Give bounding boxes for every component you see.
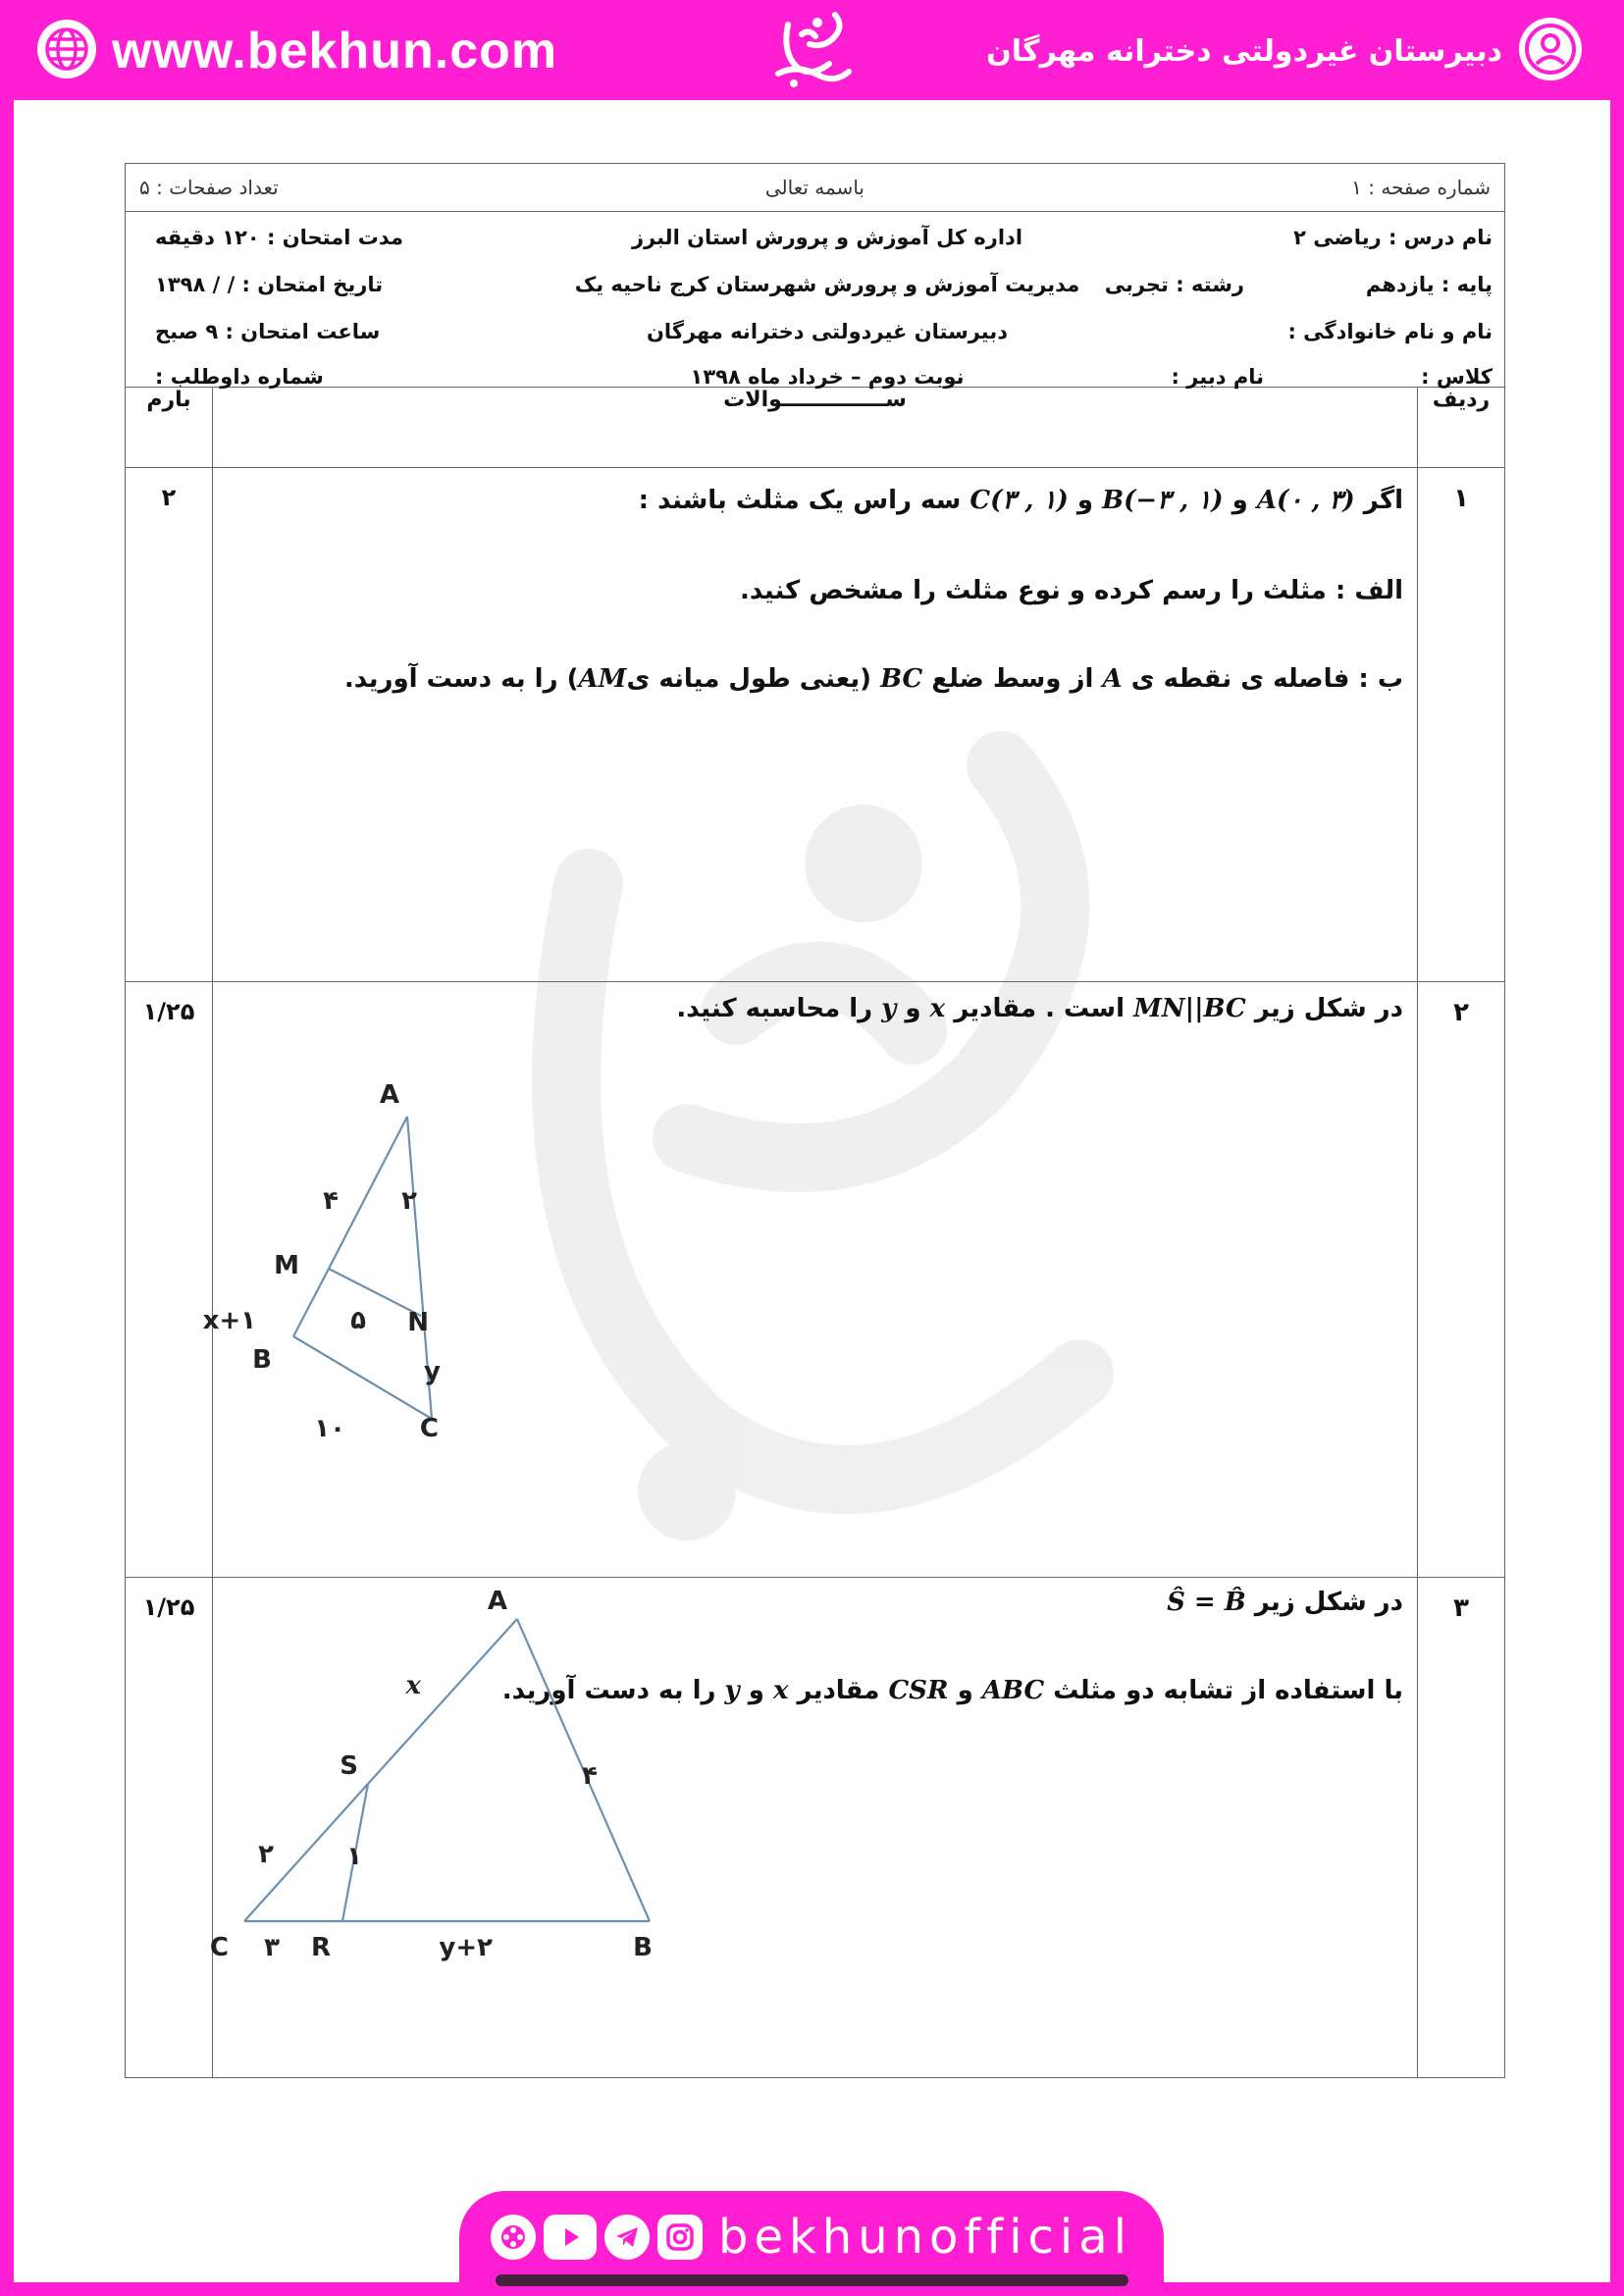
length-an: ۲ (401, 1186, 417, 1216)
label-a: A (379, 1080, 399, 1110)
length-am: ۴ (323, 1186, 339, 1216)
length-nc: y (424, 1357, 441, 1386)
question-row-1 (126, 468, 1505, 982)
field: رشته : تجربی (1104, 273, 1244, 296)
length-mb: x+۱ (202, 1306, 256, 1335)
social-handle: bekhunofficial (717, 2210, 1133, 2265)
exam-session: نوبت دوم – خرداد ماه ۱۳۹۸ (690, 365, 965, 389)
school-title-banner (986, 22, 1585, 80)
side-bc (293, 1336, 432, 1419)
candidate-number: شماره داوطلب : (155, 365, 324, 389)
question-score: ۱/۲۵ (126, 1578, 213, 2078)
point-a: A(۰ , ۳) (1256, 486, 1355, 515)
question-row-3 (126, 1578, 1505, 2078)
label-b: B (252, 1345, 272, 1375)
question-number: ۳ (1418, 1578, 1505, 2078)
point-c: C(۳ , ۱) (969, 486, 1069, 515)
instagram-icon[interactable] (657, 2215, 703, 2260)
length-sr: ۱ (346, 1842, 362, 1871)
label-r: R (310, 1933, 331, 1962)
exam-date: تاریخ امتحان : / / ۱۳۹۸ (155, 273, 384, 296)
col-row-header: ردیف (1418, 388, 1505, 468)
label-c: C (209, 1933, 229, 1962)
side-as (368, 1619, 517, 1784)
side-am (329, 1117, 407, 1269)
q3-text: در شکل زیر Ŝ = B̂ (1167, 1588, 1403, 1617)
point-b: B(−۳ , ۱) (1102, 486, 1224, 515)
school-name: دبیرستان غیردولتی دخترانه مهرگان (646, 320, 1009, 343)
social-icons (491, 2215, 703, 2260)
question-body-3 (209, 1578, 1418, 2078)
header-info-row (126, 212, 1505, 388)
header-row-top (126, 164, 1505, 212)
aparat-icon[interactable] (491, 2215, 536, 2260)
col-questions-header: ســــــــــــــوالات (213, 388, 1418, 468)
logo-icon (759, 5, 866, 97)
website-link[interactable] (35, 22, 557, 80)
basmala: باسمه تعالی (764, 176, 864, 199)
user-circle-icon (1516, 15, 1585, 87)
length-as: x (405, 1671, 421, 1700)
page-count: تعداد صفحات : ۵ (139, 176, 279, 199)
triangle-figure-q2 (202, 1066, 507, 1556)
question-score: ۲ (126, 468, 213, 982)
exam-time: ساعت امتحان : ۹ صبح (155, 320, 381, 343)
label-a: A (487, 1587, 507, 1616)
label-m: M (274, 1251, 299, 1280)
q3-instructions: با استفاده از تشابه دو مثلث ABC و CSR مقادیر x و y را به دست آورید. (501, 1676, 1403, 1705)
question-body-2 (202, 982, 1418, 1578)
student-name-field: نام و نام خانوادگی : (1287, 320, 1493, 343)
col-score-header: بارم (126, 388, 213, 468)
teacher-field: نام دبیر : (1171, 365, 1264, 389)
label-c: C (419, 1414, 439, 1443)
question-number: ۱ (1418, 468, 1505, 982)
length-ab: ۴ (582, 1761, 598, 1791)
course-name: نام درس : ریاضی ۲ (1293, 226, 1493, 249)
social-footer[interactable] (459, 2191, 1164, 2283)
triangle-figure-q3 (209, 1578, 723, 2009)
length-rb: y+۲ (439, 1933, 493, 1962)
question-body-1 (213, 468, 1418, 982)
question-number: ۲ (1418, 982, 1505, 1578)
school-name-banner: دبیرستان غیردولتی دخترانه مهرگان (986, 33, 1502, 69)
org-line-1: اداره کل آموزش و پرورش استان البرز (631, 226, 1023, 249)
exam-duration: مدت امتحان : ۱۲۰ دقیقه (155, 226, 404, 249)
question-row-2 (126, 982, 1505, 1578)
label-b: B (633, 1933, 653, 1962)
org-line-2: مدیریت آموزش و پرورش شهرستان کرج ناحیه یک (574, 273, 1080, 296)
exam-table (125, 163, 1505, 2078)
page-number: شماره صفحه : ۱ (1351, 176, 1491, 199)
column-header-row (126, 388, 1505, 468)
youtube-icon[interactable] (544, 2215, 597, 2260)
class-field: کلاس : (1421, 365, 1493, 389)
q1-intro: اگر A(۰ , ۳) و B(−۳ , ۱) و C(۳ , ۱) سه راس یک مثلث باشند : (638, 486, 1403, 515)
telegram-icon[interactable] (604, 2215, 650, 2260)
length-cr: ۳ (264, 1933, 280, 1962)
footer-shadow (496, 2274, 1128, 2286)
question-score: ۱/۲۵ (126, 982, 213, 1578)
globe-icon (35, 18, 98, 84)
length-sc: ۲ (258, 1840, 274, 1869)
q1-part-b: ب : فاصله ی نقطه ی A از وسط ضلع BC (یعنی طول میانه یAM) را به دست آورید. (343, 664, 1403, 694)
length-bc: ۱۰ (314, 1414, 345, 1443)
website-text: www.bekhun.com (112, 23, 558, 79)
q2-text: در شکل زیر MN||BC است . مقادیر x و y را محاسبه کنید. (676, 994, 1403, 1023)
label-s: S (340, 1751, 358, 1781)
length-mn: ۵ (350, 1306, 366, 1335)
grade: پایه : یازدهم (1365, 273, 1493, 296)
q1-part-a: الف : مثلث را رسم کرده و نوع مثلث را مشخص کنید. (740, 576, 1403, 605)
label-n: N (407, 1308, 429, 1337)
